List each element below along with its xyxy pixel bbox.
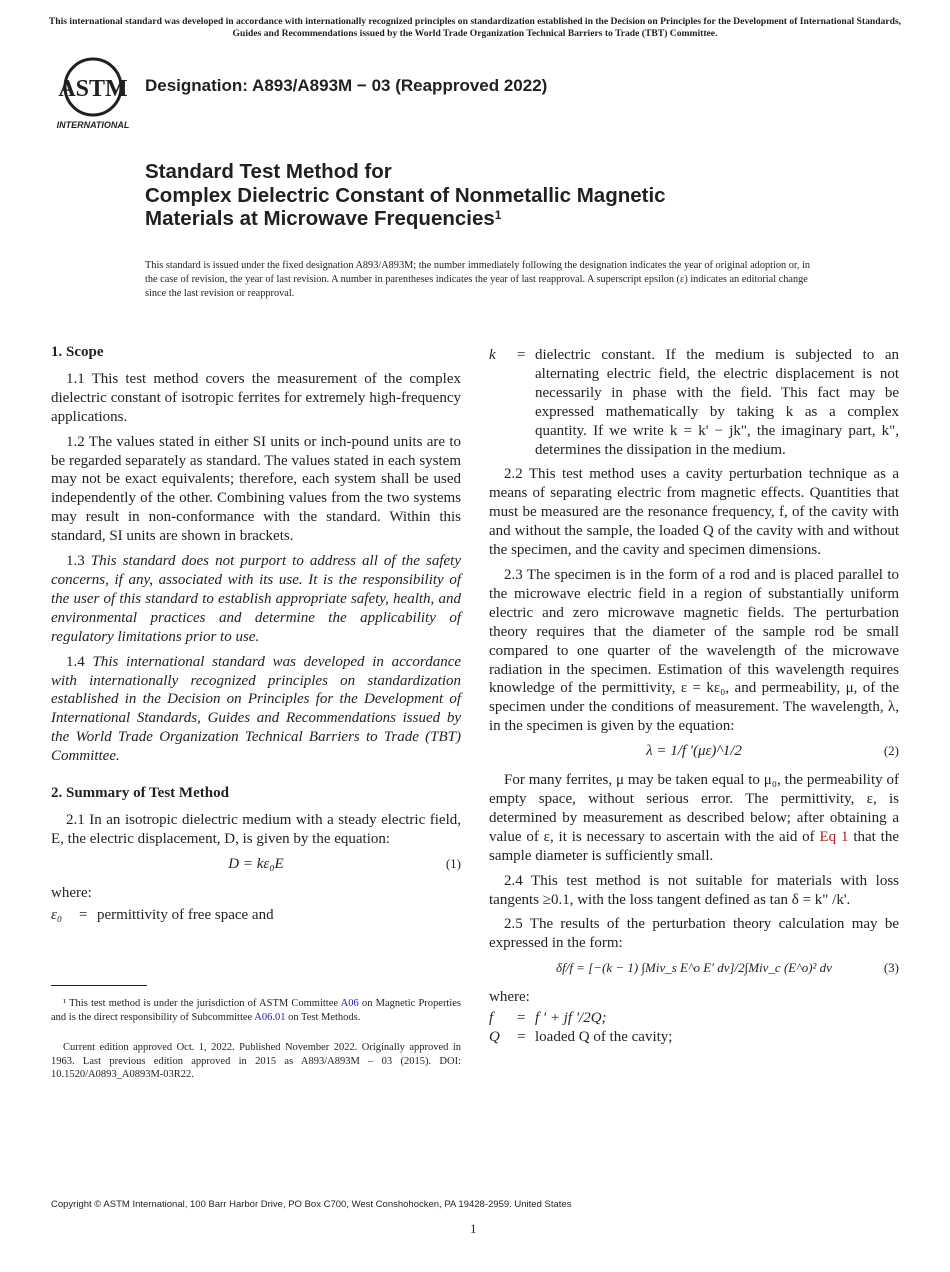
para-1-4: [51, 653, 461, 766]
title-footnote-mark: 1: [494, 208, 502, 222]
equation-1-body: D = kε₀E: [228, 855, 284, 872]
title-line3: Materials at Microwave Frequencies: [145, 207, 495, 230]
para-1-3: [51, 552, 461, 647]
equation-2-number: (2): [883, 743, 899, 759]
footnote-1-post: on Test Methods.: [288, 1011, 361, 1023]
para-1-1: 1.1 This test method covers the measurement of the complex dielectric constant of isotropic ferrites for extremely high-frequency applications.: [51, 370, 461, 425]
para-1-4-num: 1.4: [66, 653, 85, 670]
footnote-1: [51, 997, 461, 1024]
para-2-3b: [489, 771, 899, 866]
equation-1-number: (1): [445, 855, 461, 871]
astm-logo-icon: [52, 56, 134, 132]
equation-3-body: δf/f = [−(k − 1) ∫Miv_s E^o E' dv]/2∫Miv_c (E^o)² dv: [556, 960, 832, 976]
committee-link[interactable]: A06: [340, 998, 359, 1009]
logo-subtext: INTERNATIONAL: [56, 120, 130, 130]
scope-heading: 1. Scope: [51, 344, 104, 360]
def-epsilon-equals: =: [79, 906, 88, 923]
def-f-symbol: f: [489, 1010, 494, 1027]
para-1-4-text: This international standard was developed in accordance with internationally recognized principles on standardization established in the Decision on Principles for the Development of International Standards, Guides and Recommendations issued by the World Trade Organization Technical Barriers to Trade (TBT) Committee.: [51, 653, 462, 765]
para-2-3b-pre: For many ferrites, μ may be taken equal to μ₀, the permeability of empty space, without serious error. The permittivity, ε, is determined by measurement as described below; after obtaining a value of ε, it is necessary to ascertain with the aid of: [489, 772, 899, 845]
logo-text: ASTM: [58, 76, 128, 102]
equation-2: [489, 742, 899, 761]
equation-3: [489, 959, 899, 978]
title-line1: Standard Test Method for: [145, 160, 392, 183]
def-epsilon-symbol: ε₀: [51, 906, 63, 923]
page-number: 1: [470, 1221, 477, 1236]
left-column: [51, 343, 461, 925]
para-2-2: 2.2 This test method uses a cavity perturbation technique as a means of separating electric from magnetic effects. Quantities that must be measured are the resonance frequency, f, of the cavity with and without the sample, the loaded Q of the cavity with and without the specimen, and the cavity and specimen dimensions.: [489, 466, 899, 559]
where-label-2: where:: [489, 989, 530, 1006]
definition-k: [489, 346, 899, 459]
where-label-1: where:: [51, 884, 92, 901]
subcommittee-link[interactable]: A06.01: [254, 1011, 286, 1023]
eq1-link[interactable]: Eq 1: [819, 828, 849, 845]
def-Q-symbol: Q: [489, 1029, 500, 1046]
header-notice: This international standard was developed in accordance with internationally recognized principles on standardization established in the Decision on Principles for the Development of International Standards, Guides and Recommendations issued by the World Trade Organization Technical Barriers to Trade (TBT) Committee.: [48, 16, 902, 39]
right-column: [489, 346, 899, 1047]
def-k-symbol: k: [489, 347, 496, 363]
copyright: Copyright © ASTM International, 100 Barr Harbor Drive, PO Box C700, West Conshohocken, PA 19428-2959. United States: [51, 1199, 572, 1210]
footnote-1-mid: on Magnetic Properties and is the direct responsibility of Subcommittee: [51, 998, 462, 1023]
footnote-divider: [51, 985, 147, 986]
para-1-2: 1.2 The values stated in either SI units or inch-pound units are to be regarded separately as standard. The values stated in each system may not be exact equivalents; therefore, each system shall be used independently of the other. Combining values from the two systems may result in non-conformance with the standard. Within this standard, SI units are shown in brackets.: [51, 433, 461, 545]
footnote-edition: Current edition approved Oct. 1, 2022. Published November 2022. Originally approved in 1963. Last previous edition approved in 2015 as A893/A893M – 03 (2015). DOI: 10.1520/A0893_A0893M-03R22.: [51, 1042, 461, 1080]
equation-2-body: λ = 1/f '(με)^1/2: [646, 743, 742, 760]
para-2-1: 2.1 In an isotropic dielectric medium with a steady electric field, E, the electric displacement, D, is given by the equation:: [51, 811, 461, 847]
para-2-5: 2.5 The results of the perturbation theory calculation may be expressed in the form:: [489, 916, 899, 952]
title-line2: Complex Dielectric Constant of Nonmetallic Magnetic: [145, 183, 666, 207]
def-f-text: f ' + jf '/2Q;: [535, 1010, 607, 1027]
def-Q-text: loaded Q of the cavity;: [535, 1029, 673, 1046]
def-f-equals: =: [517, 1010, 526, 1027]
page-title: [145, 160, 666, 231]
equation-3-number: (3): [883, 960, 899, 976]
definition-Q: [489, 1028, 899, 1047]
para-2-3b-post: that the sample diameter is sufficiently small.: [489, 828, 899, 864]
para-1-3-num: 1.3: [66, 553, 85, 570]
para-2-4: 2.4 This test method is not suitable for materials with loss tangents ≥0.1, with the loss tangent defined as tan δ = k" /k'.: [489, 872, 899, 908]
def-Q-equals: =: [517, 1029, 526, 1046]
footnote-1-pre: ¹ This test method is under the jurisdiction of ASTM Committee: [63, 998, 339, 1009]
issued-note: This standard is issued under the fixed designation A893/A893M; the number immediately following the designation indicates the year of original adoption or, in the case of revision, the year of last revision. A number in parentheses indicates the year of last reapproval. A superscript epsilon (ε) indicates an editorial change since the last revision or reapproval.: [145, 260, 811, 299]
para-2-3: 2.3 The specimen is in the form of a rod and is placed parallel to the microwave electric field in a region of substantially uniform electric and zero microwave magnetic fields. The perturbation theory requires that the diameter of the sample rod be small compared to one quarter of the wavelength of the microwave radiation in the specimen. Estimation of this wavelength requires knowledge of the permittivity, ε = kε₀, and permeability, μ, of the specimen under the conditions of measurement. The wavelength, λ, in the specimen is given by the equation:: [489, 566, 899, 735]
definition-epsilon: [51, 906, 461, 925]
def-k-text: dielectric constant. If the medium is subjected to an alternating electric field, the electric displacement is not necessarily in phase with the field. This fact may be expressed mathematically by taking k as a complex quantity. If we write k = k' − jk", the imaginary part, k", determines the dissipation in the medium.: [535, 347, 899, 458]
para-1-3-text: This standard does not purport to address all of the safety concerns, if any, associated with its use. It is the responsibility of the user of this standard to establish appropriate safety, health, and environmental practices and determine the applicability of regulatory limitations prior to use.: [51, 553, 461, 645]
def-epsilon-text: permittivity of free space and: [97, 906, 274, 923]
summary-heading: 2. Summary of Test Method: [51, 785, 229, 802]
def-k-equals: =: [517, 347, 526, 363]
definition-f: [489, 1009, 899, 1028]
astm-logo: [52, 56, 134, 132]
equation-1: [51, 855, 461, 874]
designation: Designation: A893/A893M − 03 (Reapproved 2022): [145, 76, 548, 95]
